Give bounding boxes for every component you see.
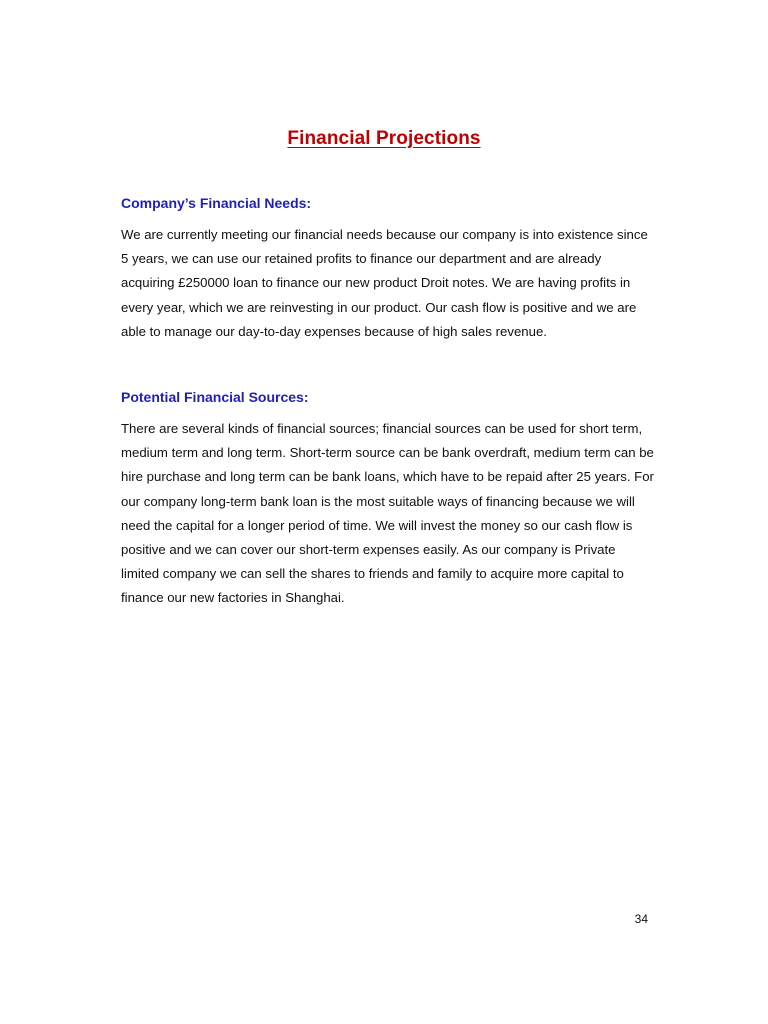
section-heading-financial-sources: Potential Financial Sources: xyxy=(121,389,309,405)
section-body-financial-sources: There are several kinds of financial sources; financial sources can be used for short term, medium term and long term. Short-term source can be bank overdraft, medium term can be hire purchase and long term can be bank loans, which have to be repaid after 25 years. For our company long-term bank loan is the most suitable ways of financing because we will need the capital for a longer period of time. We will invest the money so our cash flow is positive and we can cover our short-term expenses easily. As our company is Private limited company we can sell the shares to friends and family to acquire more capital to finance our new factories in Shanghai. xyxy=(121,421,654,606)
page-number: 34 xyxy=(634,912,648,926)
section-body-financial-needs: We are currently meeting our financial needs because our company is into existence since 5 years, we can use our retained profits to finance our department and are already acquiring £250000 loan to finance our new product Droit notes. We are having profits in every year, which we are reinvesting in our product. Our cash flow is positive and we are able to manage our day-to-day expenses because of high sales revenue. xyxy=(121,227,648,339)
page-title: Financial Projections xyxy=(287,128,481,149)
section-heading-financial-needs: Company’s Financial Needs: xyxy=(121,195,312,211)
